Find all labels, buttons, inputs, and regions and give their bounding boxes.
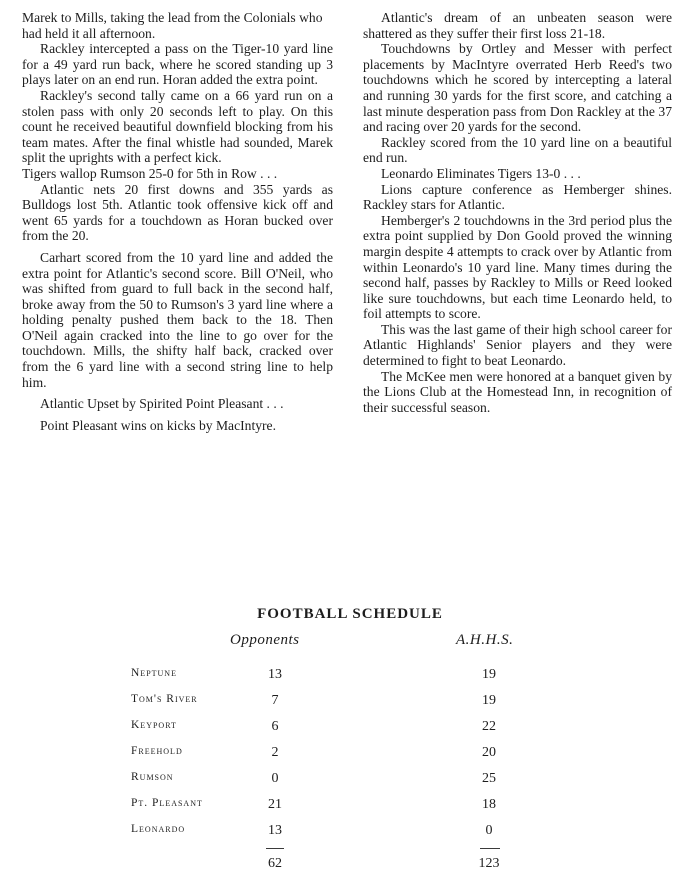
schedule-row xyxy=(0,797,700,821)
game-headline: Atlantic Upset by Spirited Point Pleasant . . . xyxy=(40,396,284,412)
team-name: Neptune xyxy=(131,667,177,679)
schedule-row xyxy=(0,693,700,717)
ahhs-score: 0 xyxy=(485,823,493,838)
paragraph: Atlantic nets 20 first downs and 355 yards as Bulldogs lost 5th. Atlantic took offensive kick off and went 65 yards for a touchdown as Horan bucked over from the 20. xyxy=(22,181,333,244)
ahhs-header: A.H.H.S. xyxy=(456,632,514,648)
total-divider xyxy=(266,848,284,849)
paragraph: Atlantic's dream of an unbeaten season were shattered as they suffer their first loss 21-18. xyxy=(363,10,672,41)
ahhs-score: 25 xyxy=(482,771,496,786)
total-divider xyxy=(480,848,500,849)
paragraph: Rackley scored from the 10 yard line on a beautiful end run. xyxy=(363,134,672,166)
team-name: Leonardo xyxy=(131,823,186,835)
game-headline: Leonardo Eliminates Tigers 13-0 . . . xyxy=(381,165,581,181)
paragraph: Rackley intercepted a pass on the Tiger-10 yard line for a 49 yard run back, where he scored standing up 3 plays later on an end run. Horan added the extra point. xyxy=(22,41,333,88)
schedule-row xyxy=(0,667,700,691)
paragraph: Marek to Mills, taking the lead from the Colonials who had held it all afternoon. xyxy=(22,10,323,41)
opponent-score: 13 xyxy=(268,667,282,682)
paragraph: Touchdowns by Ortley and Messer with perfect placements by MacIntyre overrated Herb Reed's two touchdowns which he scored by intercepting a lateral and running 30 yards for the first score, and catching a last minute desperation pass from Don Rackley at the 37 and racing over 20 yards for the second. xyxy=(363,41,672,135)
opponent-score: 0 xyxy=(271,771,279,786)
schedule-row xyxy=(0,745,700,769)
opponent-score: 6 xyxy=(271,719,279,734)
ahhs-score: 18 xyxy=(482,797,496,812)
schedule-row xyxy=(0,719,700,743)
opponent-score: 21 xyxy=(268,797,282,812)
article-left-column xyxy=(22,10,333,433)
article-right-column xyxy=(363,10,672,415)
opponent-total: 62 xyxy=(268,856,282,871)
team-name: Tom's River xyxy=(131,693,198,705)
ahhs-score: 19 xyxy=(482,693,496,708)
opponents-header: Opponents xyxy=(230,632,300,648)
ahhs-score: 20 xyxy=(482,745,496,760)
team-name: Pt. Pleasant xyxy=(131,797,203,809)
paragraph: Rackley's second tally came on a 66 yard run on a stolen pass with only 20 seconds left to play. On this count he received beautiful downfield blocking from his team mates. After the final whistle had sounded, Marek split the uprights with a perfect kick. xyxy=(22,87,333,166)
team-name: Freehold xyxy=(131,745,183,757)
paragraph: This was the last game of their high school career for Atlantic Highlands' Senior players and they were determined to fight to beat Leonardo. xyxy=(363,321,672,369)
opponent-score: 7 xyxy=(271,693,279,708)
paragraph: Carhart scored from the 10 yard line and added the extra point for Atlantic's second score. Bill O'Neil, who was shifted from guard to full back in the second half, broke away from the 50 to Rumson's 3 yard line where a holding penalty pushed them back to the 18. Then O'Neil again cracked into the line to go over for the touchdown. Mills, the shifty half back, cracked over from the 6 yard line with a second string line to help him. xyxy=(22,249,333,390)
ahhs-score: 22 xyxy=(482,719,496,734)
opponent-score: 13 xyxy=(268,823,282,838)
paragraph: Hemberger's 2 touchdowns in the 3rd period plus the extra point supplied by Don Goold proved the winning margin despite 4 attempts to crack over by Atlantic from within Leonardo's 10 yard line. Many times during the second half, passes by Rackley to Mills or Reed looked like sure touchdowns, but each time Leonardo held, to foil attempts to score. xyxy=(363,212,672,322)
paragraph: Lions capture conference as Hemberger shines. Rackley stars for Atlantic. xyxy=(363,181,672,213)
game-headline: Tigers wallop Rumson 25-0 for 5th in Row . . . xyxy=(22,165,278,181)
ahhs-score: 19 xyxy=(482,667,496,682)
ahhs-total: 123 xyxy=(478,856,500,871)
schedule-row xyxy=(0,823,700,847)
team-name: Keyport xyxy=(131,719,177,731)
paragraph: Point Pleasant wins on kicks by MacIntyre. xyxy=(40,417,276,433)
schedule-title: FOOTBALL SCHEDULE xyxy=(257,606,443,622)
team-name: Rumson xyxy=(131,771,174,783)
paragraph: The McKee men were honored at a banquet given by the Lions Club at the Homestead Inn, in recognition of their successful season. xyxy=(363,368,672,415)
opponent-score: 2 xyxy=(271,745,279,760)
schedule-row xyxy=(0,771,700,795)
